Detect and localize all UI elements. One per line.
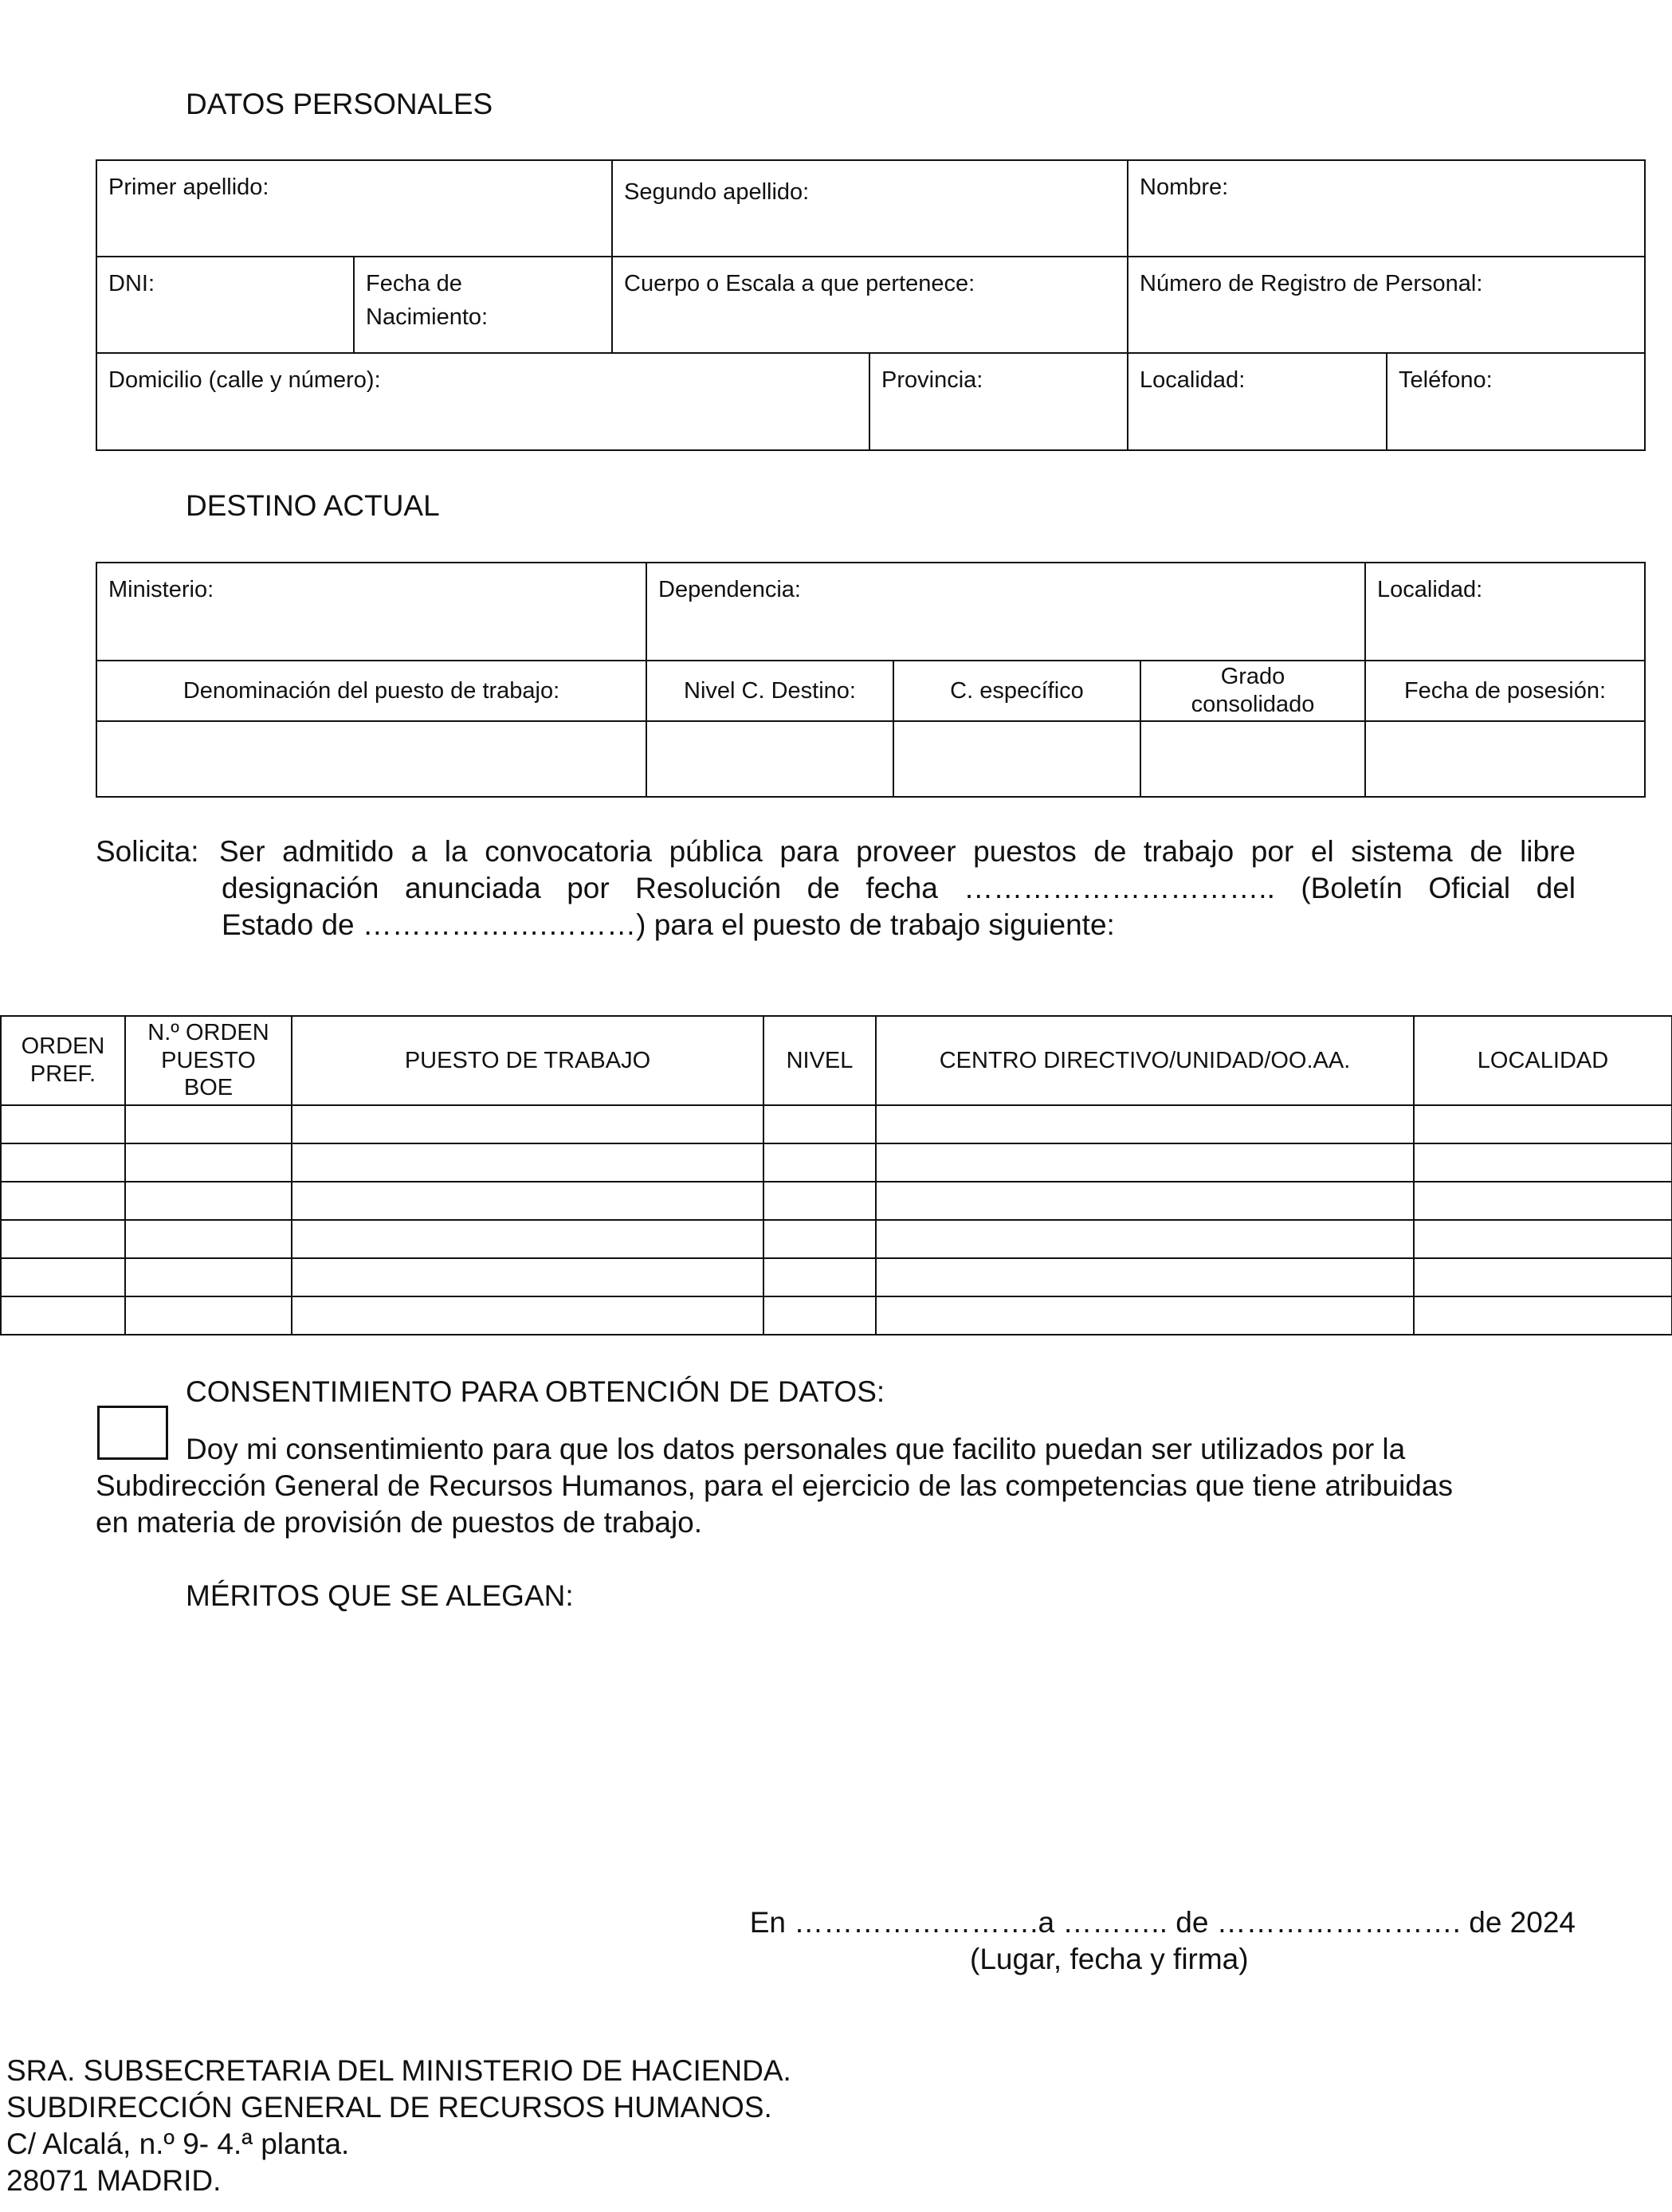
provincia-label: Provincia: [881,367,983,393]
puesto-cell[interactable] [292,1220,763,1258]
c-especifico-input[interactable] [893,721,1140,797]
consentimiento-line-2: Subdirección General de Recursos Humanos, para el ejercicio de las competencias que tiene atribuidas [96,1469,1453,1502]
orden-pref-cell[interactable] [1,1143,125,1182]
table-row [1,1182,1672,1220]
localidad-cell[interactable] [1414,1296,1672,1335]
localidad-cell[interactable] [1414,1182,1672,1220]
orden-pref-cell[interactable] [1,1105,125,1143]
fecha-nacimiento-field[interactable] [354,257,612,353]
denominacion-header: Denominación del puesto de trabajo: [96,661,646,721]
destinatario-line-4: 28071 MADRID. [6,2164,222,2197]
localidad-cell[interactable] [1414,1105,1672,1143]
datos-personales-title: DATOS PERSONALES [186,88,493,120]
num-orden-cell[interactable] [125,1143,292,1182]
datos-personales-table [96,159,1646,451]
numero-registro-label: Número de Registro de Personal: [1140,271,1483,296]
orden-pref-header [1,1016,125,1105]
ministerio-field[interactable] [96,563,646,661]
localidad-label: Localidad: [1140,367,1246,393]
domicilio-field[interactable] [96,353,869,450]
num-orden-label-1: N.º ORDEN [147,1019,269,1045]
centro-cell[interactable] [876,1258,1414,1296]
consentimiento-title: CONSENTIMIENTO PARA OBTENCIÓN DE DATOS: [186,1375,885,1408]
solicita-line-2: designación anunciada por Resolución de fecha ………………………….. (Boletín Oficial del [222,872,1576,904]
num-orden-cell[interactable] [125,1296,292,1335]
fecha-posesion-header: Fecha de posesión: [1365,661,1645,721]
meritos-area[interactable] [96,1626,1644,1888]
centro-header: CENTRO DIRECTIVO/UNIDAD/OO.AA. [876,1016,1414,1105]
nivel-cell[interactable] [763,1220,876,1258]
segundo-apellido-field[interactable] [612,160,1128,257]
meritos-title: MÉRITOS QUE SE ALEGAN: [186,1579,574,1612]
num-orden-cell[interactable] [125,1105,292,1143]
dni-label: DNI: [108,271,155,296]
grado-label-1: Grado [1220,664,1285,690]
provincia-field[interactable] [869,353,1128,450]
c-especifico-header: C. específico [893,661,1140,721]
firma-caption: (Lugar, fecha y firma) [970,1943,1249,1975]
orden-pref-cell[interactable] [1,1182,125,1220]
fecha-nacimiento-label-1: Fecha de [366,271,462,296]
localidad-cell[interactable] [1414,1143,1672,1182]
nivel-cell[interactable] [763,1143,876,1182]
num-orden-cell[interactable] [125,1258,292,1296]
fecha-nacimiento-label-2: Nacimiento: [366,304,489,331]
centro-cell[interactable] [876,1296,1414,1335]
dni-field[interactable] [96,257,354,353]
nivel-destino-input[interactable] [646,721,893,797]
puestos-table [0,1015,1672,1335]
telefono-field[interactable] [1387,353,1645,450]
destinatario-line-2: SUBDIRECCIÓN GENERAL DE RECURSOS HUMANOS. [6,2091,772,2124]
nivel-cell[interactable] [763,1296,876,1335]
nivel-cell[interactable] [763,1182,876,1220]
table-row [1,1258,1672,1296]
destinatario-line-3: C/ Alcalá, n.º 9- 4.ª planta. [6,2128,350,2160]
grado-consolidado-input[interactable] [1140,721,1365,797]
nombre-label: Nombre: [1140,175,1229,200]
localidad-header: LOCALIDAD [1414,1016,1672,1105]
table-row [1,1296,1672,1335]
puesto-cell[interactable] [292,1296,763,1335]
domicilio-label: Domicilio (calle y número): [108,367,381,393]
solicita-label: Solicita: [96,835,199,868]
grado-consolidado-header [1140,661,1365,721]
puesto-header: PUESTO DE TRABAJO [292,1016,763,1105]
dependencia-label: Dependencia: [658,577,801,602]
orden-label-1: ORDEN [21,1033,105,1060]
cuerpo-escala-field[interactable] [612,257,1128,353]
destino-localidad-label: Localidad: [1377,577,1483,602]
destinatario-line-1: SRA. SUBSECRETARIA DEL MINISTERIO DE HACIENDA. [6,2054,791,2087]
nivel-destino-header: Nivel C. Destino: [646,661,893,721]
localidad-cell[interactable] [1414,1258,1672,1296]
cuerpo-escala-label: Cuerpo o Escala a que pertenece: [624,271,975,296]
puestos-body [1,1105,1672,1335]
centro-cell[interactable] [876,1105,1414,1143]
orden-pref-cell[interactable] [1,1220,125,1258]
segundo-apellido-label: Segundo apellido: [624,179,810,205]
consentimiento-line-3: en materia de provisión de puestos de trabajo. [96,1506,703,1539]
localidad-field[interactable] [1128,353,1387,450]
puesto-cell[interactable] [292,1258,763,1296]
puesto-cell[interactable] [292,1182,763,1220]
orden-pref-cell[interactable] [1,1258,125,1296]
destino-localidad-field[interactable] [1365,563,1645,661]
fecha-posesion-input[interactable] [1365,721,1645,797]
firma-line: En …………………….a ……….. de ……………………. de 2024 [749,1906,1576,1939]
numero-registro-field[interactable] [1128,257,1645,353]
localidad-cell[interactable] [1414,1220,1672,1258]
num-orden-cell[interactable] [125,1182,292,1220]
table-row [1,1220,1672,1258]
grado-label-2: consolidado [1191,692,1315,717]
solicita-line-1: Ser admitido a la convocatoria pública para proveer puestos de trabajo por el sistema de libre [219,835,1576,868]
table-row [1,1105,1672,1143]
denominacion-input[interactable] [96,721,646,797]
solicita-line-3: Estado de ……………….………) para el puesto de trabajo siguiente: [222,908,1115,941]
consentimiento-checkbox[interactable] [97,1406,168,1460]
nivel-cell[interactable] [763,1258,876,1296]
destino-actual-table [96,562,1646,798]
orden-pref-cell[interactable] [1,1296,125,1335]
ministerio-label: Ministerio: [108,577,214,602]
primer-apellido-label: Primer apellido: [108,175,269,200]
telefono-label: Teléfono: [1399,367,1493,393]
nombre-field[interactable] [1128,160,1645,257]
num-orden-label-2: PUESTO [161,1047,256,1073]
centro-cell[interactable] [876,1182,1414,1220]
puesto-cell[interactable] [292,1143,763,1182]
consentimiento-line-1: Doy mi consentimiento para que los datos personales que facilito puedan ser utilizados por la [186,1433,1406,1465]
table-row [1,1143,1672,1182]
destino-actual-title: DESTINO ACTUAL [186,489,440,522]
centro-cell[interactable] [876,1220,1414,1258]
num-orden-label-3: BOE [183,1075,234,1101]
puesto-cell[interactable] [292,1105,763,1143]
orden-label-2: PREF. [29,1061,96,1087]
num-orden-cell[interactable] [125,1220,292,1258]
dependencia-field[interactable] [646,563,1365,661]
nivel-cell[interactable] [763,1105,876,1143]
nivel-header: NIVEL [763,1016,876,1105]
num-orden-header [125,1016,292,1105]
centro-cell[interactable] [876,1143,1414,1182]
primer-apellido-field[interactable] [96,160,612,257]
